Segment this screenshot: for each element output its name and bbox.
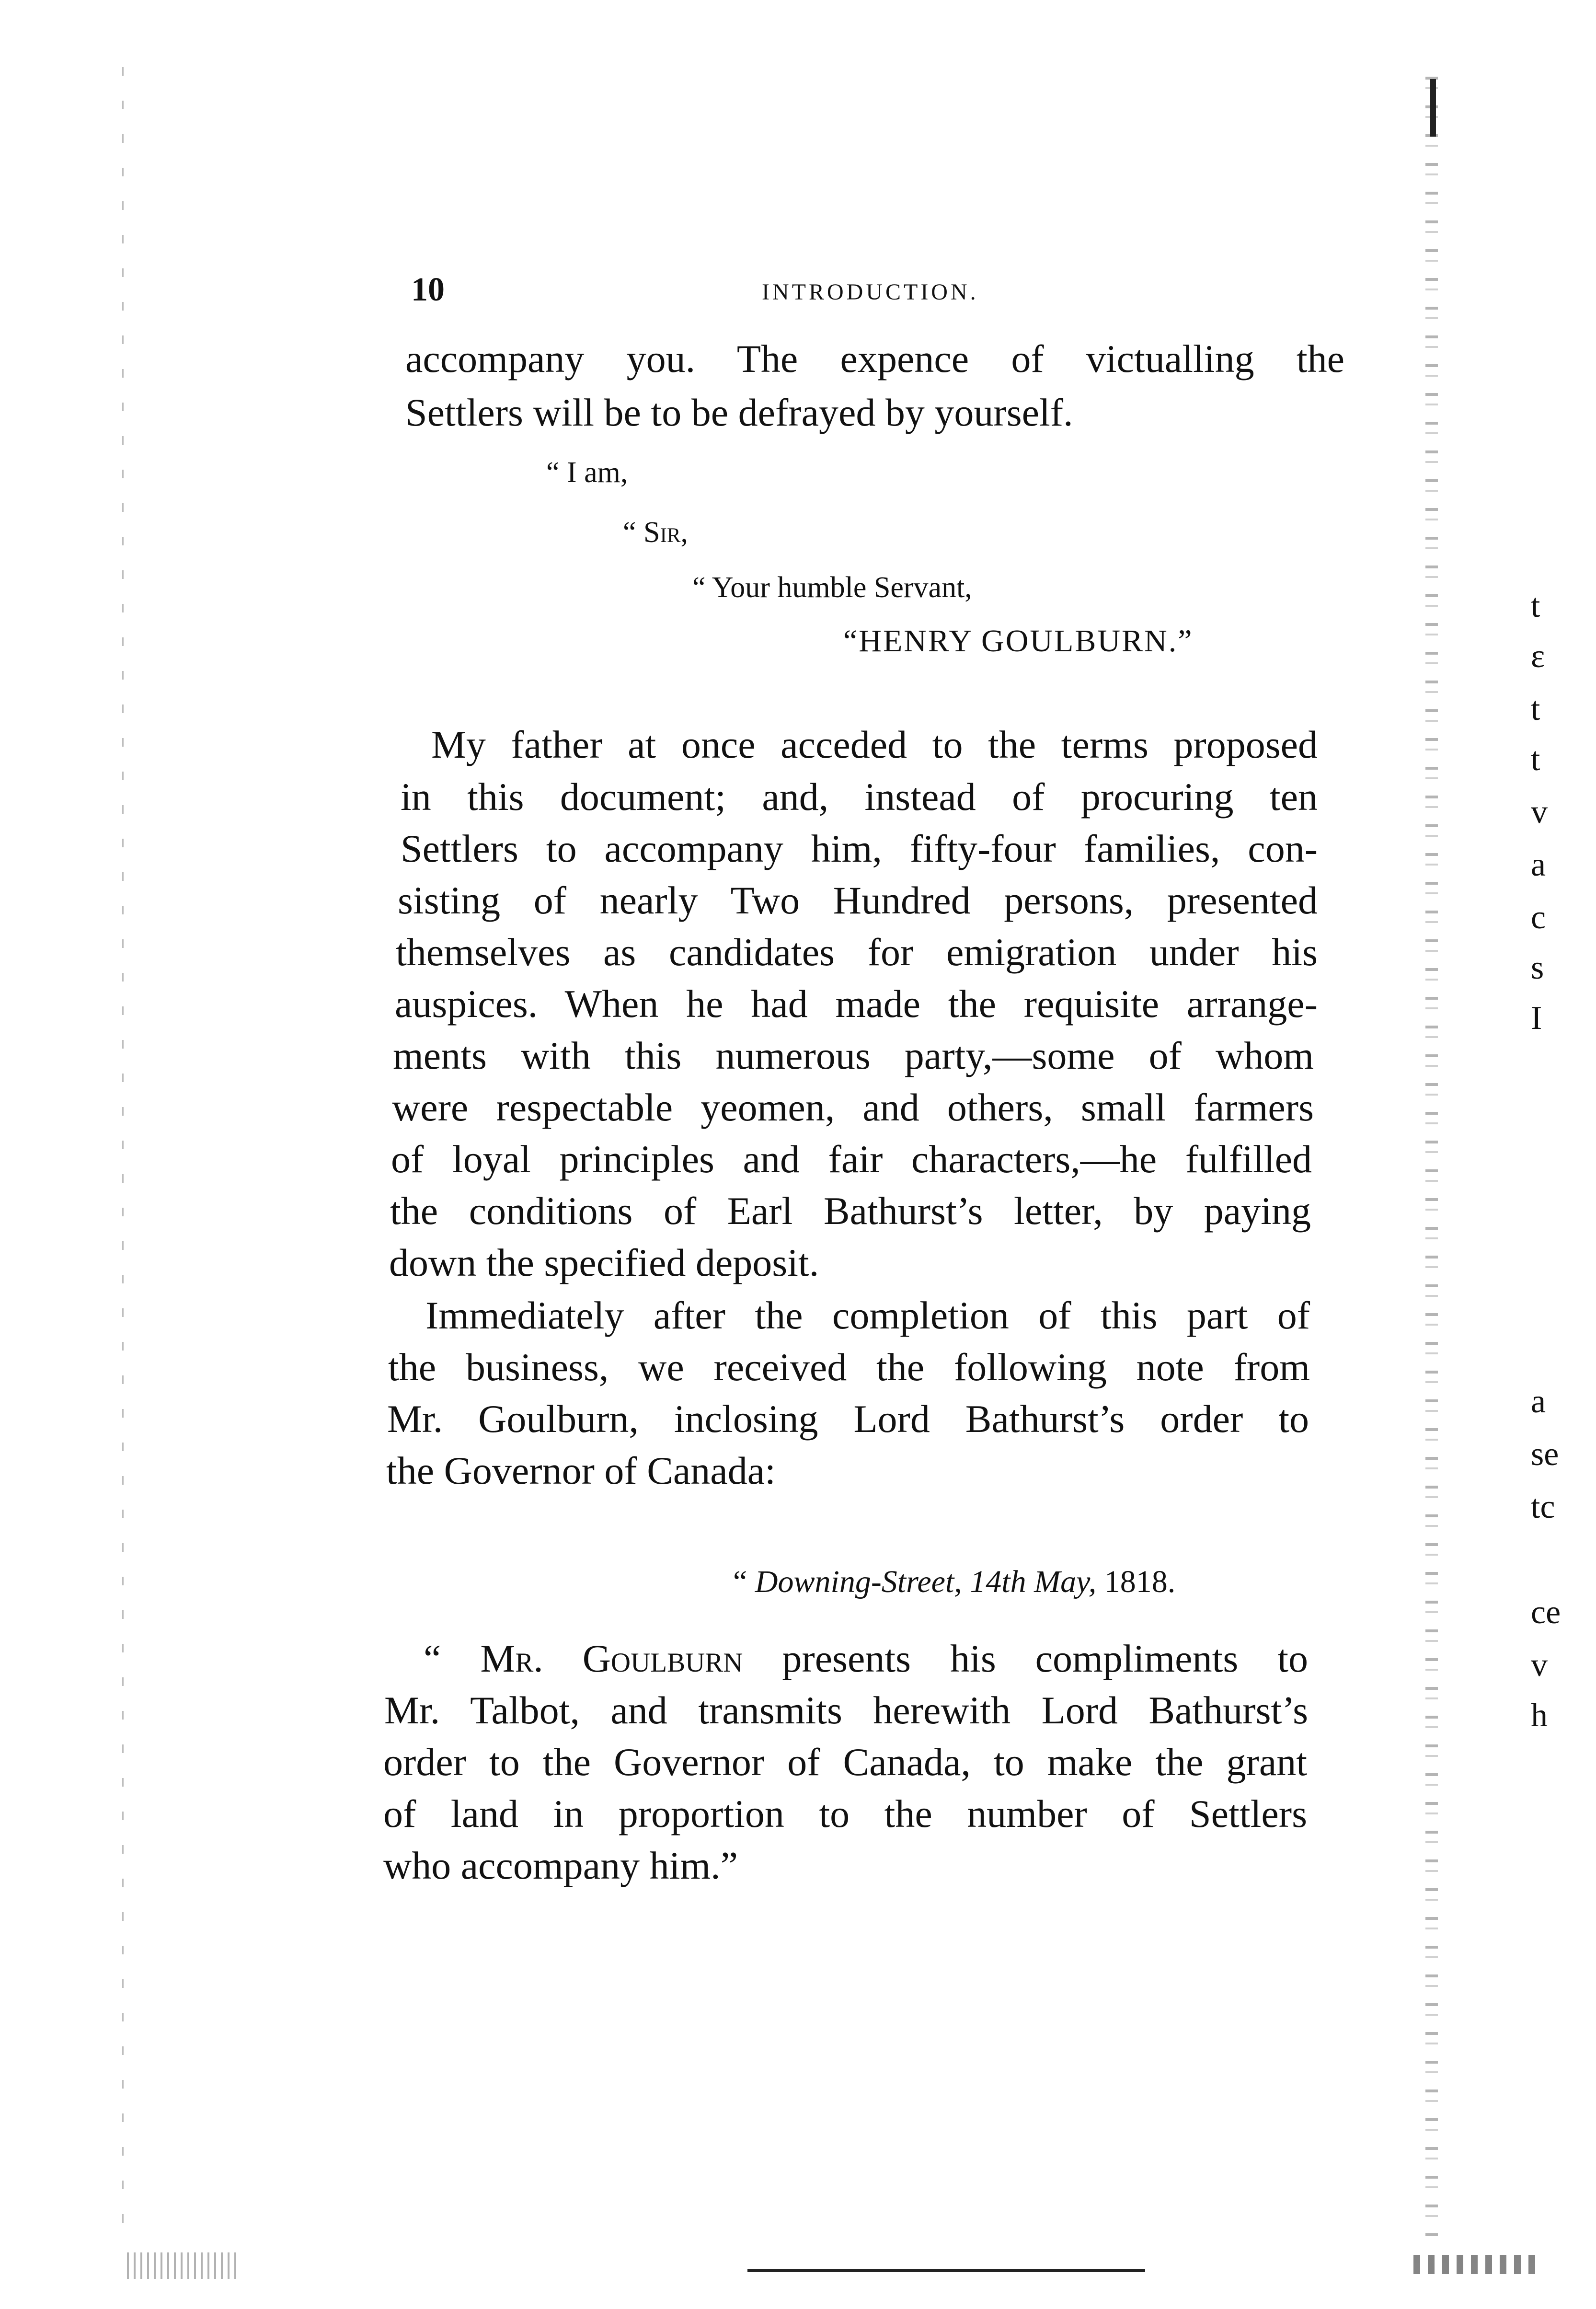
text-line: the conditions of Earl Bathurst’s letter, by paying: [390, 1189, 1311, 1233]
text-line: Immediately after the completion of this part of: [425, 1293, 1310, 1337]
text-line: order to the Governor of Canada, to make the grant: [383, 1740, 1307, 1784]
text-line: who accompany him.”: [383, 1844, 738, 1887]
text-line: of land in proportion to the number of Settlers: [383, 1792, 1307, 1836]
text-line: accompany you. The expence of victualling the: [405, 337, 1344, 381]
facing-fragment: t: [1531, 691, 1540, 727]
text-line: Settlers will be to be defrayed by yourself.: [405, 391, 1073, 434]
dateline-street: Downing-Street,: [755, 1564, 962, 1599]
text-line: sisting of nearly Two Hundred persons, presented: [398, 878, 1318, 922]
text-line: of loyal principles and fair characters,—he fulfilled: [391, 1137, 1312, 1181]
running-head: INTRODUCTION.: [762, 279, 979, 305]
facing-fragment: v: [1531, 1647, 1548, 1684]
note-name: Mr. Goulburn: [480, 1637, 743, 1680]
bottom-rule: [747, 2269, 1145, 2272]
text-line: [424, 1639, 1308, 1678]
scan-dust-left: [127, 2252, 237, 2279]
dateline-month: May,: [1034, 1564, 1097, 1599]
text-line: the Governor of Canada:: [386, 1449, 776, 1492]
note-quote: “: [424, 1637, 481, 1680]
text-line: ments with this numerous party,—some of whom: [393, 1034, 1314, 1077]
closing-salutation: “ Sir,: [623, 516, 688, 549]
text-line: My father at once acceded to the terms proposed: [431, 723, 1318, 766]
note-first-line-rest: presents his compliments to: [743, 1637, 1308, 1680]
text-line: in this document; and, instead of procuring ten: [401, 775, 1318, 819]
facing-fragment: t: [1531, 741, 1540, 778]
text-line: Settlers to accompany him, fifty-four families, con-: [401, 827, 1318, 870]
gutter-shadow-mark: [1430, 79, 1436, 137]
facing-fragment: tc: [1531, 1489, 1555, 1525]
dateline-day: 14th: [970, 1564, 1026, 1599]
facing-fragment: v: [1531, 794, 1548, 831]
text-line: Mr. Talbot, and transmits herewith Lord Bathurst’s: [384, 1688, 1308, 1732]
scan-dust-right: [1413, 2255, 1538, 2274]
facing-fragment: c: [1531, 899, 1546, 936]
facing-fragment: t: [1531, 588, 1540, 624]
facing-fragment: h: [1531, 1697, 1548, 1734]
text-line: down the specified deposit.: [389, 1241, 819, 1284]
page-number: 10: [411, 271, 445, 308]
dateline-year: 1818.: [1104, 1564, 1176, 1599]
facing-fragment: a: [1531, 1383, 1546, 1420]
facing-fragment: a: [1531, 846, 1546, 883]
text-line: themselves as candidates for emigration under his: [396, 930, 1318, 974]
facing-fragment: s: [1531, 949, 1544, 986]
text-line: auspices. When he had made the requisite arrange-: [395, 982, 1318, 1026]
dateline: [733, 1566, 1175, 1598]
text-line: were respectable yeomen, and others, small farmers: [392, 1085, 1314, 1129]
text-line: Mr. Goulburn, inclosing Lord Bathurst’s order to: [387, 1397, 1309, 1441]
scan-gutter-edge: [1425, 77, 1438, 2243]
facing-fragment: ε: [1531, 638, 1545, 675]
closing-i-am: “ I am,: [546, 456, 628, 489]
facing-fragment: ce: [1531, 1594, 1561, 1631]
text-line: the business, we received the following note from: [388, 1345, 1310, 1389]
scan-left-edge: [122, 67, 124, 2233]
facing-fragment: se: [1531, 1436, 1559, 1473]
closing-servant: “ Your humble Servant,: [692, 571, 972, 604]
facing-fragment: I: [1531, 1000, 1542, 1037]
dateline-quote: “: [733, 1564, 755, 1599]
signature: “HENRY GOULBURN.”: [843, 623, 1194, 658]
